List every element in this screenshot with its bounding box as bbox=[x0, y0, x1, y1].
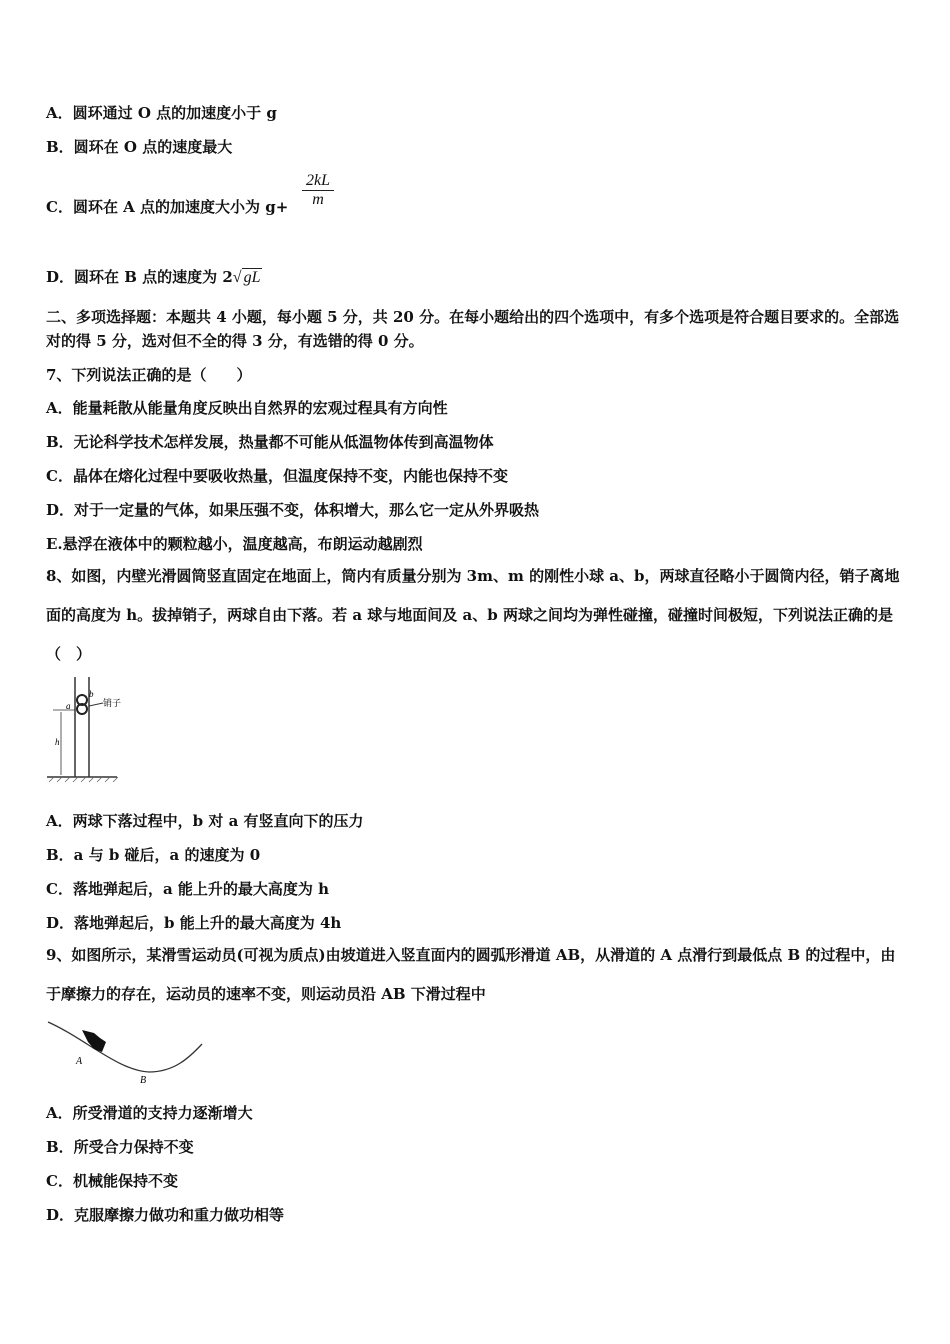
q6-option-a: A．圆环通过 O 点的加速度小于 g bbox=[46, 104, 277, 122]
q8-option-c: C．落地弹起后，a 能上升的最大高度为 h bbox=[46, 880, 330, 898]
q9-slope-figure bbox=[44, 1016, 214, 1086]
q7-option-e: E.悬浮在液体中的颗粒越小，温度越高，布朗运动越剧烈 bbox=[46, 535, 423, 553]
q7-option-a: A．能量耗散从能量角度反映出自然界的宏观过程具有方向性 bbox=[46, 399, 448, 417]
fig-label-B: B bbox=[140, 1075, 147, 1086]
q9-option-d: D．克服摩擦力做功和重力做功相等 bbox=[46, 1206, 285, 1224]
skier-icon bbox=[82, 1030, 106, 1052]
fig-label-h: h bbox=[55, 737, 60, 747]
fig-label-a: a bbox=[66, 701, 71, 711]
sqrt-radicand: gL bbox=[243, 269, 261, 286]
q9-option-c: C．机械能保持不变 bbox=[46, 1172, 178, 1190]
q9-option-a: A．所受滑道的支持力逐渐增大 bbox=[46, 1104, 253, 1122]
q8-option-b: B．a 与 b 碰后，a 的速度为 0 bbox=[46, 846, 261, 864]
q6-option-c-text: C．圆环在 A 点的加速度大小为 g+ bbox=[46, 198, 289, 216]
section-heading: 二、多项选择题：本题共 4 小题，每小题 5 分，共 20 分。在每小题给出的四个选项中，有多个选项是符合题目要求的。全部选对的得 5 分，选对但不全的得 3 分，有选错的得 0 分。 bbox=[46, 308, 900, 350]
q6-option-c bbox=[46, 196, 288, 217]
q8-tube-figure bbox=[45, 672, 145, 787]
fraction-numerator: 2kL bbox=[302, 172, 334, 191]
q7-option-d: D．对于一定量的气体，如果压强不变，体积增大，那么它一定从外界吸热 bbox=[46, 501, 540, 519]
q6-option-d bbox=[46, 266, 262, 287]
q8-option-d: D．落地弹起后，b 能上升的最大高度为 4h bbox=[46, 914, 342, 932]
q9-option-b: B．所受合力保持不变 bbox=[46, 1138, 194, 1156]
fig-label-b: b bbox=[89, 689, 94, 699]
q8-stem: 8、如图，内壁光滑圆筒竖直固定在地面上，筒内有质量分别为 3m、m 的刚性小球 a、b，两球直径略小于圆筒内径，销子离地面的高度为 h。拔掉销子，两球自由下落。若 a 球与地面间及 a、b 两球之间均为弹性碰撞，碰撞时间极短，下列说法正确的是（ ） bbox=[46, 567, 900, 663]
q7-option-c: C．晶体在熔化过程中要吸收热量，但温度保持不变，内能也保持不变 bbox=[46, 467, 508, 485]
q8-option-a: A．两球下落过程中，b 对 a 有竖直向下的压力 bbox=[46, 812, 364, 830]
q7-option-b: B．无论科学技术怎样发展，热量都不可能从低温物体传到高温物体 bbox=[46, 433, 494, 451]
fraction-2kl-over-m bbox=[302, 172, 334, 209]
q7-stem: 7、下列说法正确的是（ ） bbox=[46, 366, 252, 384]
fig-label-A: A bbox=[76, 1056, 83, 1067]
fraction-denominator: m bbox=[312, 191, 324, 208]
fig-label-pin: 销子 bbox=[103, 699, 122, 709]
sqrt-symbol: √ gL bbox=[232, 269, 261, 286]
q6-option-b: B．圆环在 O 点的速度最大 bbox=[46, 138, 233, 156]
q9-stem: 9、如图所示，某滑雪运动员(可视为质点)由坡道进入竖直面内的圆弧形滑道 AB，从滑道的 A 点滑行到最低点 B 的过程中，由于摩擦力的存在，运动员的速率不变，则运动员沿 AB 下滑过程中 bbox=[46, 946, 896, 1003]
q6-option-d-text: D．圆环在 B 点的速度为 2 bbox=[46, 268, 233, 286]
